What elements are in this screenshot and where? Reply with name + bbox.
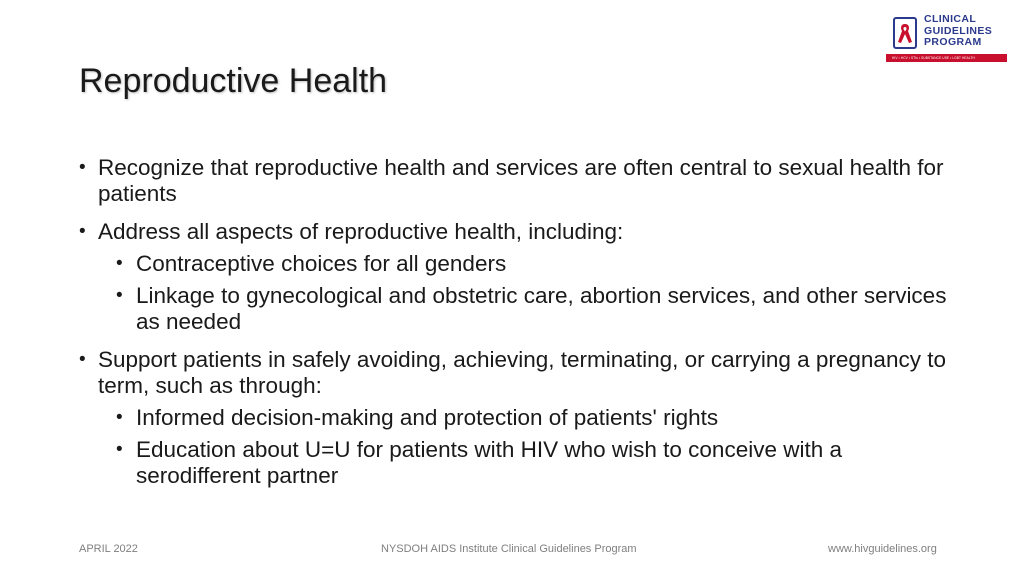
bullet-text: Recognize that reproductive health and services are often central to sexual health for patients	[98, 155, 944, 206]
bullet-list	[79, 155, 959, 489]
red-ribbon-icon	[897, 22, 913, 44]
sub-bullet-text: Education about U=U for patients with HIV who wish to conceive with a serodifferent partner	[136, 437, 842, 488]
bullet-item	[79, 347, 959, 399]
logo-tagline: HIV • HCV • STIs • SUBSTANCE USE • LGBT HEALTH	[892, 56, 975, 60]
footer-url: www.hivguidelines.org	[828, 543, 937, 555]
bullet-text: Support patients in safely avoiding, achieving, terminating, or carrying a pregnancy to term, such as through:	[98, 347, 946, 398]
bullet-marker: •	[116, 439, 123, 460]
footer-program: NYSDOH AIDS Institute Clinical Guidelines Program	[381, 543, 637, 555]
bullet-marker: •	[116, 407, 123, 428]
bullet-marker: •	[79, 221, 86, 242]
logo-line-2: GUIDELINES	[924, 24, 993, 37]
logo-badge	[893, 17, 917, 49]
sub-bullet-text: Informed decision-making and protection of patients' rights	[136, 405, 719, 430]
logo-line-1: CLINICAL	[924, 13, 977, 25]
sub-bullet-item	[79, 437, 959, 489]
bullet-text: Address all aspects of reproductive health, including:	[98, 219, 624, 244]
logo-wordmark	[924, 14, 992, 49]
bullet-marker: •	[79, 157, 86, 178]
sub-bullet-text: Contraceptive choices for all genders	[136, 251, 507, 276]
logo-tagline-bar	[886, 54, 1007, 62]
sub-bullet-item	[79, 283, 959, 335]
logo-line-3: PROGRAM	[924, 36, 982, 48]
sub-bullet-item	[79, 405, 959, 431]
sub-bullet-text: Linkage to gynecological and obstetric care, abortion services, and other services as needed	[136, 283, 947, 334]
bullet-item	[79, 219, 959, 245]
footer-date: APRIL 2022	[79, 543, 138, 555]
clinical-guidelines-program-logo	[886, 14, 1010, 64]
sub-bullet-item	[79, 251, 959, 277]
slide-title: Reproductive Health	[79, 62, 388, 100]
bullet-marker: •	[116, 285, 123, 306]
bullet-item	[79, 155, 959, 207]
bullet-marker: •	[116, 253, 123, 274]
bullet-marker: •	[79, 349, 86, 370]
